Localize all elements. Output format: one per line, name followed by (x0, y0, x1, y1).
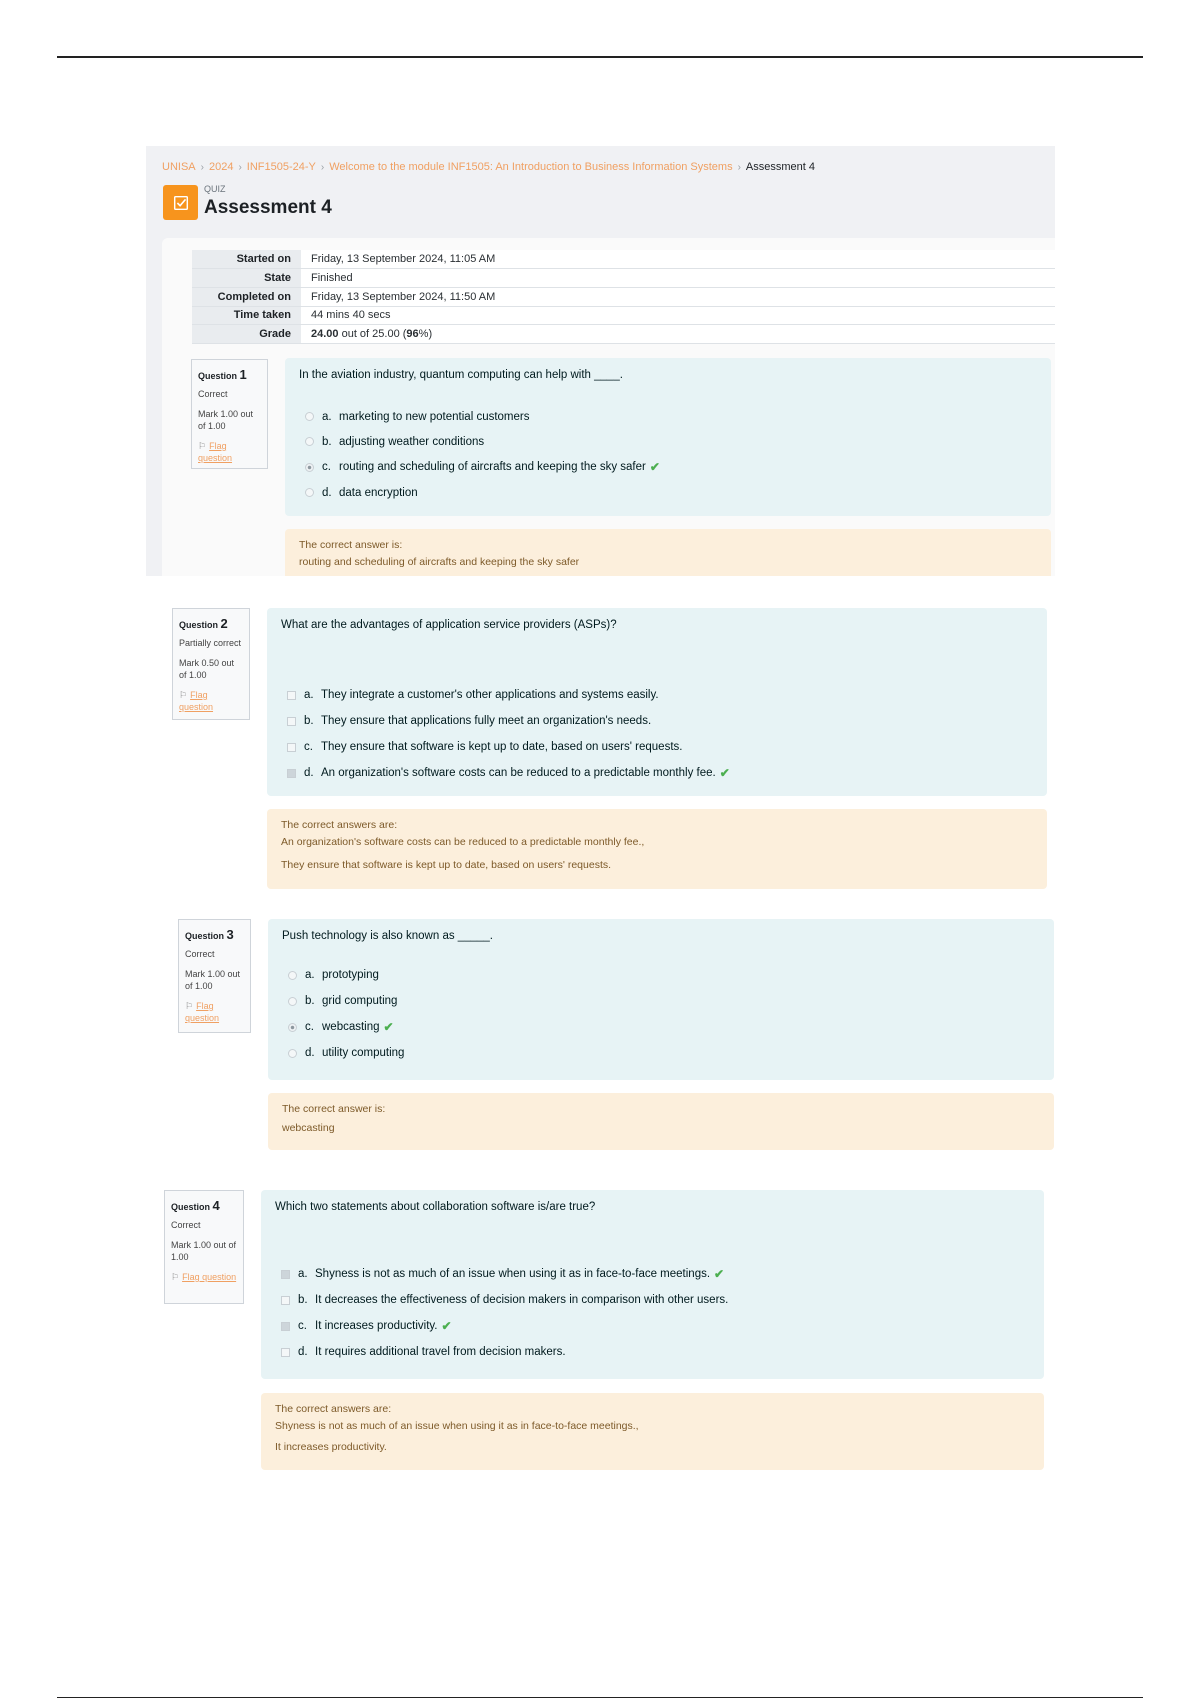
feedback-heading: The correct answer is: (299, 539, 403, 551)
feedback-heading: The correct answers are: (275, 1403, 392, 1415)
question-number-value: 1 (239, 367, 247, 382)
answer-text: grid computing (322, 995, 398, 1007)
question-number (179, 615, 243, 633)
correct-check-icon: ✔ (383, 1020, 394, 1034)
checkbox[interactable] (287, 691, 296, 700)
flag-icon: ⚐ (185, 1000, 194, 1011)
radio-button[interactable] (305, 437, 314, 446)
question-number (185, 926, 244, 944)
summary-label: Time taken (192, 306, 301, 325)
feedback-heading: The correct answers are: (281, 819, 398, 831)
answer-list (287, 682, 730, 786)
correct-check-icon: ✔ (714, 1267, 725, 1281)
checkbox[interactable] (287, 743, 296, 752)
breadcrumb-item-unisa[interactable]: UNISA (162, 161, 196, 173)
answer-option-a[interactable] (305, 404, 660, 429)
question-number-value: 3 (226, 927, 234, 942)
flag-label: Flag question (179, 689, 214, 713)
question-text: What are the advantages of application service providers (ASPs)? (281, 619, 617, 631)
page-bottom-rule (57, 1697, 1143, 1698)
radio-button-selected[interactable] (288, 1023, 297, 1032)
question-text: Push technology is also known as _____. (282, 930, 493, 942)
flag-question-link[interactable] (171, 1271, 237, 1283)
breadcrumb-current: Assessment 4 (745, 161, 816, 173)
grade-score: 24.00 (311, 328, 339, 341)
checkbox[interactable] (287, 717, 296, 726)
answer-letter: a. (304, 689, 314, 701)
breadcrumb-item-course[interactable]: INF1505-24-Y (246, 161, 316, 173)
question-state: Correct (198, 388, 228, 399)
flag-label: Flag question (198, 440, 233, 464)
answer-list (288, 962, 404, 1066)
breadcrumb-item-year[interactable]: 2024 (208, 161, 234, 173)
answer-text: They ensure that applications fully meet an organization's needs. (321, 715, 652, 727)
correct-check-icon: ✔ (649, 460, 660, 474)
summary-row-started (192, 250, 1055, 269)
flag-icon: ⚐ (198, 440, 207, 451)
flag-label: Flag question (185, 1000, 220, 1024)
radio-button[interactable] (288, 971, 297, 980)
question-number-value: 4 (212, 1198, 220, 1213)
correct-check-icon: ✔ (441, 1319, 452, 1333)
feedback-line: routing and scheduling of aircrafts and keeping the sky safer (299, 556, 580, 568)
answer-list (281, 1261, 728, 1365)
flag-question-link[interactable] (179, 689, 243, 713)
grade-percent: 96 (406, 328, 419, 341)
checkbox[interactable] (281, 1348, 290, 1357)
breadcrumb (162, 161, 815, 173)
answer-letter: a. (322, 410, 332, 423)
answer-text: It decreases the effectiveness of decision makers in comparison with other users. (315, 1294, 729, 1306)
answer-option-b[interactable] (288, 988, 404, 1014)
answer-option-a[interactable] (288, 962, 404, 988)
question-info-3 (178, 919, 251, 1033)
answer-text: They integrate a customer's other applications and systems easily. (321, 689, 659, 701)
summary-grade-value (301, 325, 1055, 344)
feedback-line: Shyness is not as much of an issue when using it as in face-to-face meetings., (275, 1420, 639, 1432)
question-number (171, 1197, 237, 1215)
answer-text: prototyping (322, 969, 379, 981)
question-feedback-1 (285, 529, 1051, 576)
question-state: Correct (185, 948, 215, 959)
answer-letter: c. (305, 1021, 314, 1033)
summary-row-time (192, 306, 1055, 325)
flag-question-link[interactable] (198, 440, 261, 464)
radio-button[interactable] (305, 488, 314, 497)
answer-letter: b. (305, 995, 315, 1007)
answer-option-d[interactable] (287, 760, 730, 786)
attempt-summary-table (192, 250, 1055, 344)
answer-option-b[interactable] (287, 708, 730, 734)
checkbox-checked[interactable] (281, 1270, 290, 1279)
answer-option-c[interactable] (305, 454, 660, 480)
answer-option-c[interactable] (288, 1014, 404, 1040)
question-label: Question (185, 931, 225, 941)
feedback-line: webcasting (282, 1122, 335, 1134)
question-feedback-2 (267, 809, 1047, 889)
answer-letter: d. (298, 1346, 308, 1358)
feedback-heading: The correct answer is: (282, 1103, 386, 1115)
answer-letter: a. (305, 969, 315, 981)
answer-letter: d. (322, 486, 332, 499)
answer-text: data encryption (339, 486, 418, 499)
answer-text: It increases productivity. (315, 1320, 438, 1332)
radio-button[interactable] (305, 412, 314, 421)
answer-text: marketing to new potential customers (339, 410, 530, 423)
answer-letter: c. (304, 741, 313, 753)
answer-text: They ensure that software is kept up to date, based on users' requests. (321, 741, 683, 753)
answer-option-a[interactable] (287, 682, 730, 708)
question-text: In the aviation industry, quantum computing can help with ____. (299, 369, 623, 381)
answer-text: routing and scheduling of aircrafts and keeping the sky safer (339, 461, 646, 473)
question-feedback-4 (261, 1393, 1044, 1470)
correct-check-icon: ✔ (719, 766, 730, 780)
question-info-1 (191, 359, 268, 469)
answer-letter: c. (298, 1320, 307, 1332)
answer-option-d[interactable] (305, 480, 660, 505)
question-feedback-3 (268, 1093, 1054, 1150)
answer-option-c[interactable] (281, 1313, 728, 1339)
answer-list (305, 404, 660, 505)
feedback-line: It increases productivity. (275, 1441, 387, 1453)
grade-out-of: out of 25.00 ( (338, 328, 407, 341)
answer-text: utility computing (322, 1047, 405, 1059)
flag-icon: ⚐ (171, 1271, 180, 1282)
quiz-icon (163, 185, 198, 220)
answer-option-d[interactable] (281, 1339, 728, 1365)
answer-option-c[interactable] (287, 734, 730, 760)
flag-label: Flag question (182, 1271, 237, 1282)
grade-percent-sign: %) (418, 328, 433, 341)
question-content-2 (267, 608, 1047, 796)
answer-text: An organization's software costs can be reduced to a predictable monthly fee. (321, 767, 716, 779)
breadcrumb-item-section[interactable]: Welcome to the module INF1505: An Introduction to Business Information Systems (329, 161, 733, 173)
summary-row-state (192, 269, 1055, 288)
question-mark: Mark 0.50 out of 1.00 (179, 657, 235, 680)
checkbox-checked[interactable] (281, 1322, 290, 1331)
breadcrumb-separator: › (737, 162, 741, 173)
question-content-1 (285, 358, 1051, 516)
checkbox-checked[interactable] (287, 769, 296, 778)
feedback-line: They ensure that software is kept up to date, based on users' requests. (281, 859, 612, 871)
answer-letter: b. (298, 1294, 308, 1306)
answer-option-b[interactable] (305, 429, 660, 454)
question-state: Partially correct (179, 637, 242, 648)
answer-letter: a. (298, 1268, 308, 1280)
answer-option-a[interactable] (281, 1261, 728, 1287)
summary-value: 44 mins 40 secs (301, 306, 1055, 325)
question-number-value: 2 (220, 616, 228, 631)
question-info-2 (172, 608, 250, 720)
answer-text: webcasting (322, 1021, 380, 1033)
question-state: Correct (171, 1219, 201, 1230)
question-number (198, 366, 261, 384)
summary-row-completed (192, 287, 1055, 306)
page-top-rule (57, 56, 1143, 58)
question-label: Question (179, 620, 219, 630)
answer-letter: d. (305, 1047, 315, 1059)
flag-icon: ⚐ (179, 689, 188, 700)
answer-letter: c. (322, 461, 331, 473)
answer-letter: b. (304, 715, 314, 727)
radio-button[interactable] (288, 997, 297, 1006)
question-content-4 (261, 1190, 1044, 1379)
question-label: Question (171, 1202, 211, 1212)
summary-label: Started on (192, 250, 301, 269)
checkbox[interactable] (281, 1296, 290, 1305)
summary-label: Grade (192, 325, 301, 344)
summary-value: Friday, 13 September 2024, 11:05 AM (301, 250, 1055, 269)
summary-value: Friday, 13 September 2024, 11:50 AM (301, 287, 1055, 306)
answer-letter: b. (322, 435, 332, 448)
answer-text: adjusting weather conditions (339, 435, 485, 448)
answer-option-b[interactable] (281, 1287, 728, 1313)
answer-text: Shyness is not as much of an issue when using it as in face-to-face meetings. (315, 1268, 711, 1280)
page-title: Assessment 4 (204, 197, 332, 218)
question-mark: Mark 1.00 out of 1.00 (185, 968, 241, 991)
activity-type-label: QUIZ (204, 184, 226, 194)
summary-label: Completed on (192, 287, 301, 306)
answer-text: It requires additional travel from decision makers. (315, 1346, 566, 1358)
feedback-line: An organization's software costs can be reduced to a predictable monthly fee., (281, 836, 645, 848)
question-mark: Mark 1.00 out of 1.00 (198, 408, 254, 431)
question-text: Which two statements about collaboration software is/are true? (275, 1201, 596, 1213)
breadcrumb-separator: › (320, 162, 325, 173)
answer-option-d[interactable] (288, 1040, 404, 1066)
breadcrumb-separator: › (200, 162, 204, 173)
answer-letter: d. (304, 767, 314, 779)
question-mark: Mark 1.00 out of 1.00 (171, 1239, 237, 1262)
question-info-4 (164, 1190, 244, 1304)
question-label: Question (198, 371, 238, 381)
flag-question-link[interactable] (185, 1000, 244, 1024)
breadcrumb-separator: › (238, 162, 242, 173)
radio-button[interactable] (288, 1049, 297, 1058)
summary-label: State (192, 269, 301, 288)
summary-row-grade (192, 325, 1055, 344)
radio-button-selected[interactable] (305, 463, 314, 472)
question-content-3 (268, 919, 1054, 1080)
summary-value: Finished (301, 269, 1055, 288)
